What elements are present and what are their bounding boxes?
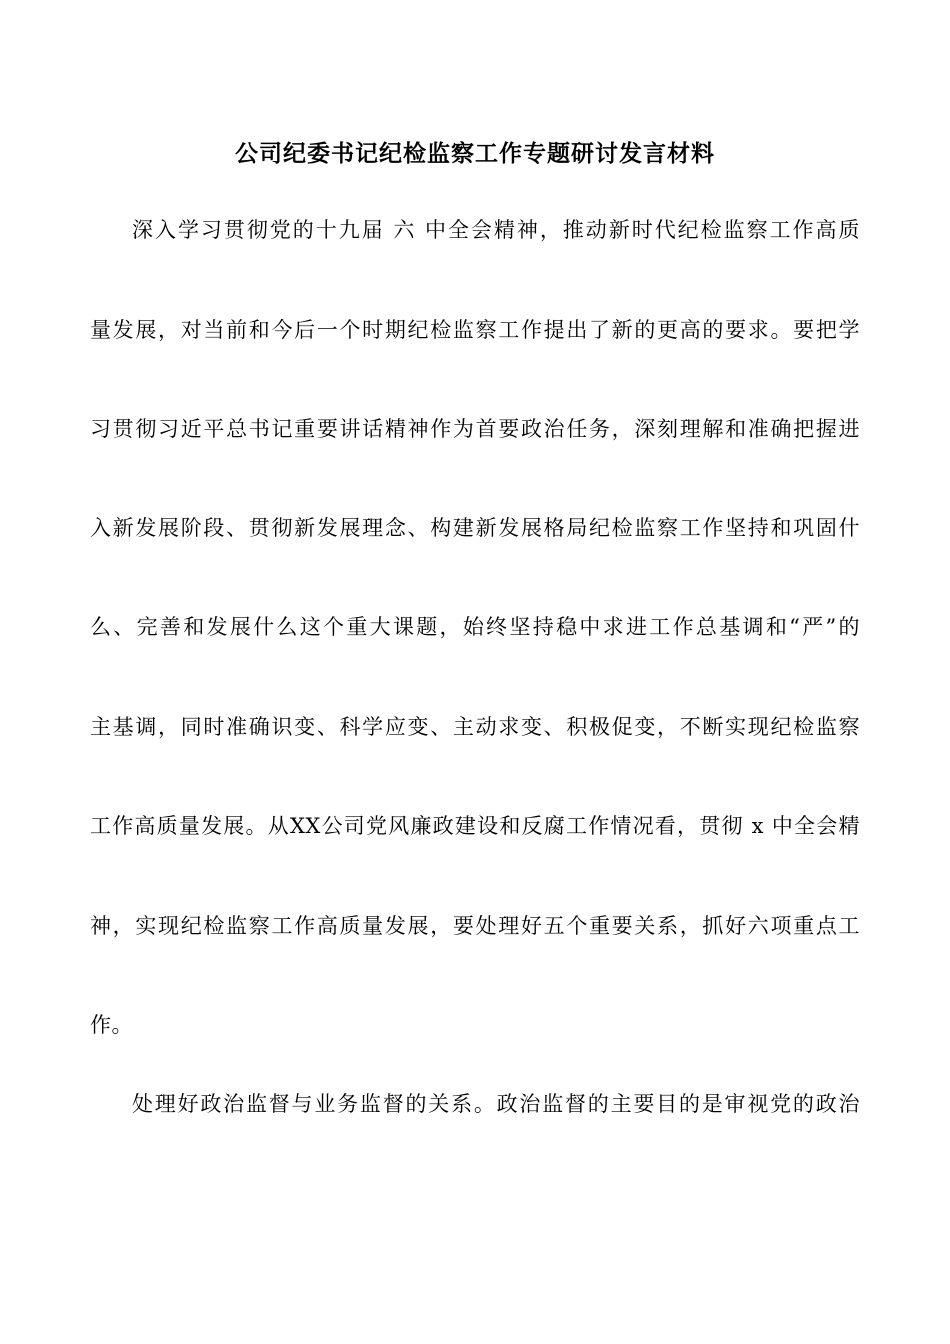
paragraph-line: 主基调，同时准确识变、科学应变、主动求变、积极促变，不断实现纪检监察 — [90, 715, 860, 739]
paragraph-line: 么、完善和发展什么这个重大课题，始终坚持稳中求进工作总基调和“严”的 — [90, 615, 860, 639]
paragraph-line: 工作高质量发展。从XX公司党风廉政建设和反腐工作情况看，贯彻 x 中全会精 — [90, 814, 860, 838]
paragraph-line: 量发展，对当前和今后一个时期纪检监察工作提出了新的更高的要求。要把学 — [90, 318, 860, 342]
paragraph-line: 习贯彻习近平总书记重要讲话精神作为首要政治任务，深刻理解和准确把握进 — [90, 417, 860, 441]
paragraph-line: 处理好政治监督与业务监督的关系。政治监督的主要目的是审视党的政治 — [132, 1092, 860, 1116]
paragraph-line: 作。 — [90, 1013, 133, 1037]
document-title: 公司纪委书记纪检监察工作专题研讨发言材料 — [235, 140, 715, 167]
paragraph-line: 神，实现纪检监察工作高质量发展，要处理好五个重要关系，抓好六项重点工 — [90, 914, 860, 938]
paragraph-line: 入新发展阶段、贯彻新发展理念、构建新发展格局纪检监察工作坚持和巩固什 — [90, 516, 860, 540]
paragraph-line: 深入学习贯彻党的十九届 六 中全会精神，推动新时代纪检监察工作高质 — [132, 218, 860, 242]
